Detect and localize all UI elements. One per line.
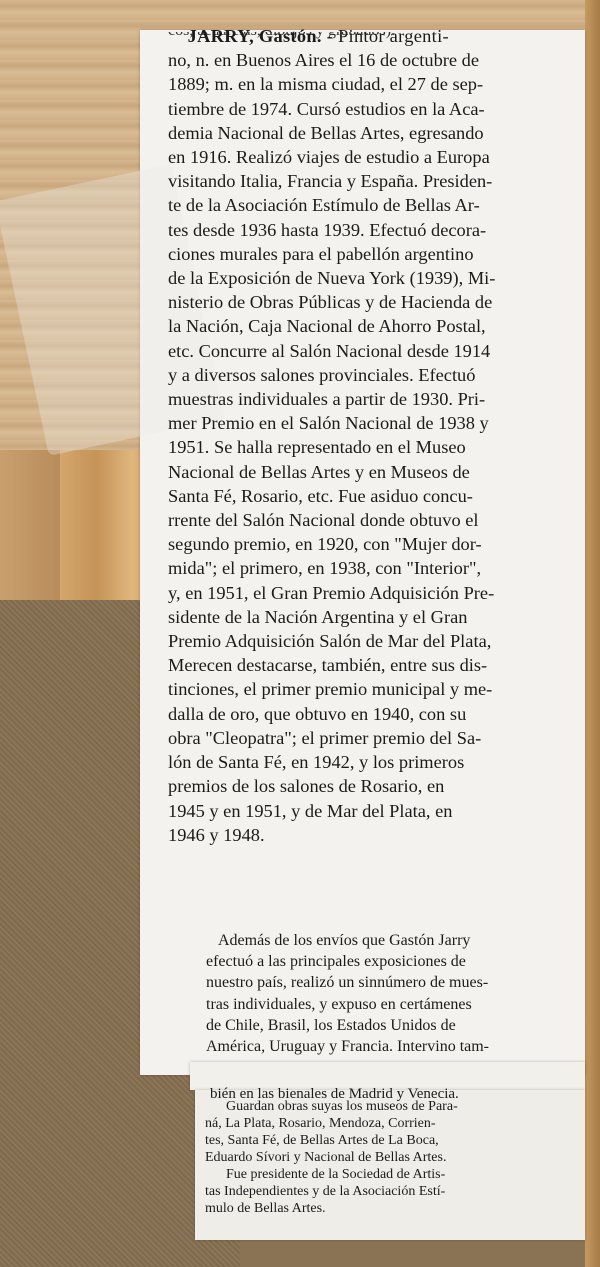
- text-line: efectuó a las principales exposiciones de: [206, 953, 466, 971]
- frame-right-edge: [585, 0, 600, 1267]
- text-line: sidente de la Nación Argentina y el Gran: [168, 606, 468, 627]
- text-line: ná, La Plata, Rosario, Mendoza, Corrien-: [205, 1116, 436, 1131]
- text-line: Además de los envíos que Gastón Jarry: [218, 932, 471, 949]
- continuation-line: bién en las bienales de Madrid y Venecia.: [210, 1086, 459, 1102]
- text-line: Merecen destacarse, también, entre sus dis-: [168, 655, 488, 676]
- text-line: Premio Adquisición Salón de Mar del Plata,: [168, 631, 492, 652]
- text-line: tes, Santa Fé, de Bellas Artes de La Boca,: [205, 1133, 439, 1148]
- text-line: te de la Asociación Estímulo de Bellas Ar-: [168, 195, 480, 216]
- wood-panel-left: [0, 450, 60, 600]
- text-line: Nacional de Bellas Artes y en Museos de: [168, 461, 470, 482]
- text-line: mida"; el primero, en 1938, con "Interior",: [168, 558, 482, 579]
- text-line: no, n. en Buenos Aires el 16 de octubre de: [168, 50, 480, 71]
- text-line: de Chile, Brasil, los Estados Unidos de: [206, 1016, 456, 1034]
- text-line: tiembre de 1974. Cursó estudios en la Aca-: [168, 98, 485, 119]
- text-line: visitando Italia, Francia y España. Presiden-: [168, 171, 493, 192]
- text-line: mer Premio en el Salón Nacional de 1938 y: [168, 413, 489, 434]
- entry-heading: JARRY, Gastón. - Pintor argenti-: [187, 26, 449, 46]
- text-line: la Nación, Caja Nacional de Ahorro Postal,: [168, 316, 486, 337]
- text-line: muestras individuales a partir de 1930. Pri-: [168, 389, 486, 410]
- text-line: 1946 y 1948.: [168, 824, 265, 845]
- text-line: tas Independientes y de la Asociación Estí-: [205, 1184, 446, 1199]
- text-line: Guardan obras suyas los museos de Para-: [226, 1099, 458, 1114]
- text-line: obra "Cleopatra"; el primer premio del Sa-: [168, 727, 482, 748]
- text-line: de la Exposición de Nueva York (1939), Mi-: [168, 268, 496, 289]
- text-line: lón de Santa Fé, en 1942, y los primeros: [168, 752, 465, 773]
- text-line: 1889; m. en la misma ciudad, el 27 de sep-: [168, 74, 484, 95]
- text-line: nisterio de Obras Públicas y de Hacienda de: [168, 292, 493, 313]
- biography-text: [168, 24, 495, 847]
- text-line: segundo premio, en 1920, con "Mujer dor-: [168, 534, 482, 555]
- text-line: etc. Concurre al Salón Nacional desde 1914: [168, 340, 491, 361]
- text-line: Fue presidente de la Sociedad de Artis-: [226, 1167, 446, 1182]
- text-line: dalla de oro, que obtuvo en 1940, con su: [168, 703, 467, 724]
- text-line: y, en 1951, el Gran Premio Adquisición Pre-: [168, 582, 495, 603]
- text-line: premios de los salones de Rosario, en: [168, 776, 445, 797]
- museums-text: [205, 1098, 458, 1217]
- text-line: nuestro país, realizó un sinnúmero de mues-: [206, 974, 489, 992]
- text-line: demia Nacional de Bellas Artes, egresando: [168, 122, 484, 143]
- text-line: 1945 y en 1951, y de Mar del Plata, en: [168, 800, 453, 821]
- text-line: Eduardo Sívori y Nacional de Bellas Artes.: [205, 1150, 447, 1165]
- text-line: en 1916. Realizó viajes de estudio a Europa: [168, 147, 490, 168]
- text-line: ciones murales para el pabellón argentino: [168, 243, 474, 264]
- text-line: tinciones, el primer premio municipal y me-: [168, 679, 493, 700]
- text-line: Santa Fé, Rosario, etc. Fue asiduo concu-: [168, 485, 473, 506]
- text-line: tras individuales, y expuso en certámenes: [206, 995, 472, 1013]
- text-line: 1951. Se halla representado en el Museo: [168, 437, 466, 458]
- text-line: y a diversos salones provinciales. Efectuó: [168, 364, 476, 385]
- text-line: rrente del Salón Nacional donde obtuvo el: [168, 510, 479, 531]
- entry-name: JARRY, Gastón.: [187, 26, 322, 46]
- text-line: América, Uruguay y Francia. Intervino tam-: [206, 1038, 490, 1056]
- exhibitions-text: [206, 930, 489, 1057]
- text-line: mulo de Bellas Artes.: [205, 1201, 326, 1216]
- text-line: tes desde 1936 hasta 1939. Efectuó decora-: [168, 219, 487, 240]
